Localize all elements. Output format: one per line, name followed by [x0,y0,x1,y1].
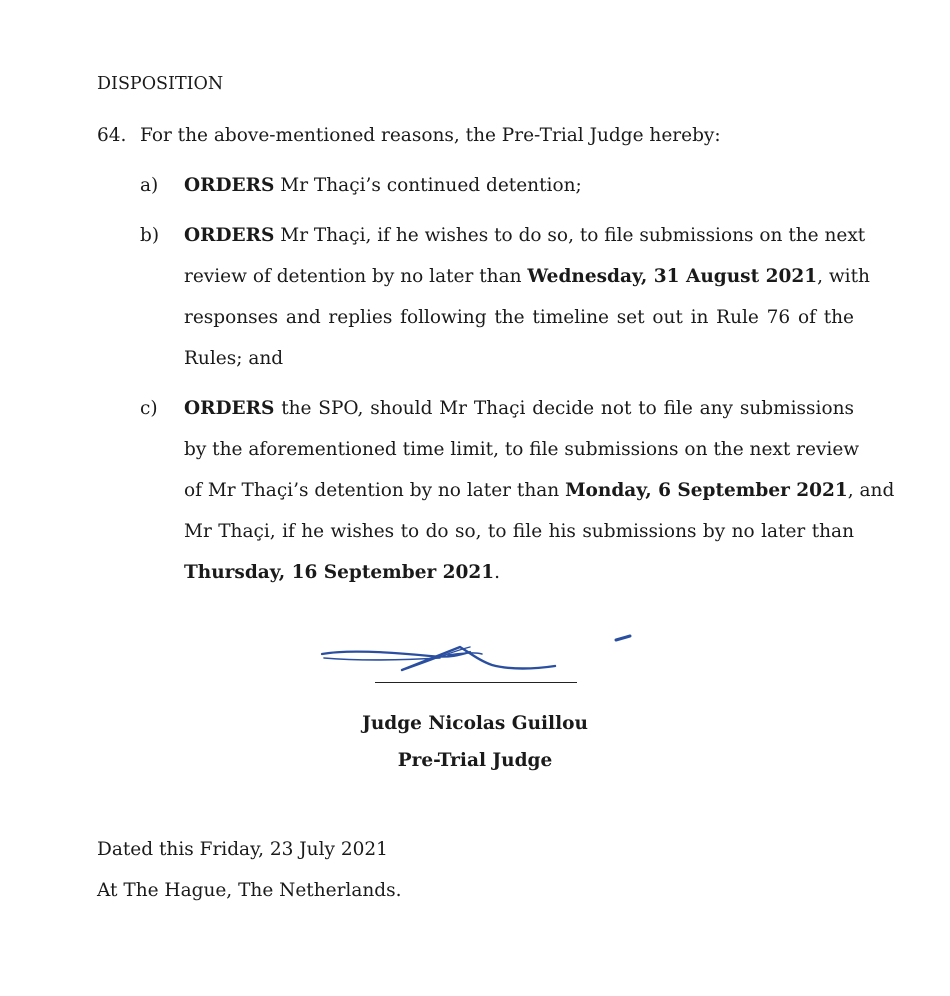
item-c-text [184,388,895,593]
item-c-line-5-post: . [494,562,501,583]
item-b-label: b) [140,225,160,246]
section-heading: DISPOSITION [97,74,224,94]
judge-title: Pre-Trial Judge [397,750,553,771]
item-c-spo-deadline: Monday, 6 September 2021 [565,480,848,501]
handwritten-signature [310,625,640,690]
item-b-line-4: Rules; and [184,348,284,369]
item-c-line-3 [184,470,895,511]
place-line: At The Hague, The Netherlands. [97,880,402,901]
item-a-orders: ORDERS [184,175,275,196]
item-b-orders: ORDERS [184,225,275,246]
item-c-orders: ORDERS [184,398,275,419]
item-b-deadline: Wednesday, 31 August 2021 [527,266,818,287]
dated-line: Dated this Friday, 23 July 2021 [97,839,388,860]
item-b-text [184,215,870,379]
item-c-line-1 [184,388,854,429]
item-b-line-2-post: , with [817,266,870,287]
paragraph-intro: For the above-mentioned reasons, the Pre-Trial Judge hereby: [140,125,721,146]
item-c-line-3-pre: of Mr Thaçi’s detention by no later than [184,480,566,501]
item-b-line-1-rest: Mr Thaçi, if he wishes to do so, to file submissions on the next [274,225,866,246]
item-b-line-2 [184,256,870,297]
item-a-line-1 [184,165,854,206]
item-a-label: a) [140,175,159,196]
signature-line [375,682,577,683]
item-c-line-3-post: , and [847,480,895,501]
item-b-line-3: responses and replies following the timeline set out in Rule 76 of the [184,307,854,328]
item-a-rest: Mr Thaçi’s continued detention; [274,175,582,196]
item-b-line-2-pre: review of detention by no later than [184,266,528,287]
judge-name: Judge Nicolas Guillou [362,713,588,734]
signature-drawing [310,625,640,690]
item-c-line-5 [184,552,854,593]
item-b-line-1 [184,215,866,256]
paragraph-number: 64. [97,125,127,146]
item-c-line-4: Mr Thaçi, if he wishes to do so, to file his submissions by no later than [184,521,854,542]
item-c-label: c) [140,398,158,419]
item-c-line-1-rest: the SPO, should Mr Thaçi decide not to file any submissions [274,398,854,419]
item-c-defence-deadline: Thursday, 16 September 2021 [184,562,495,583]
item-a-text [184,165,854,206]
item-c-line-2: by the aforementioned time limit, to file submissions on the next review [184,439,860,460]
